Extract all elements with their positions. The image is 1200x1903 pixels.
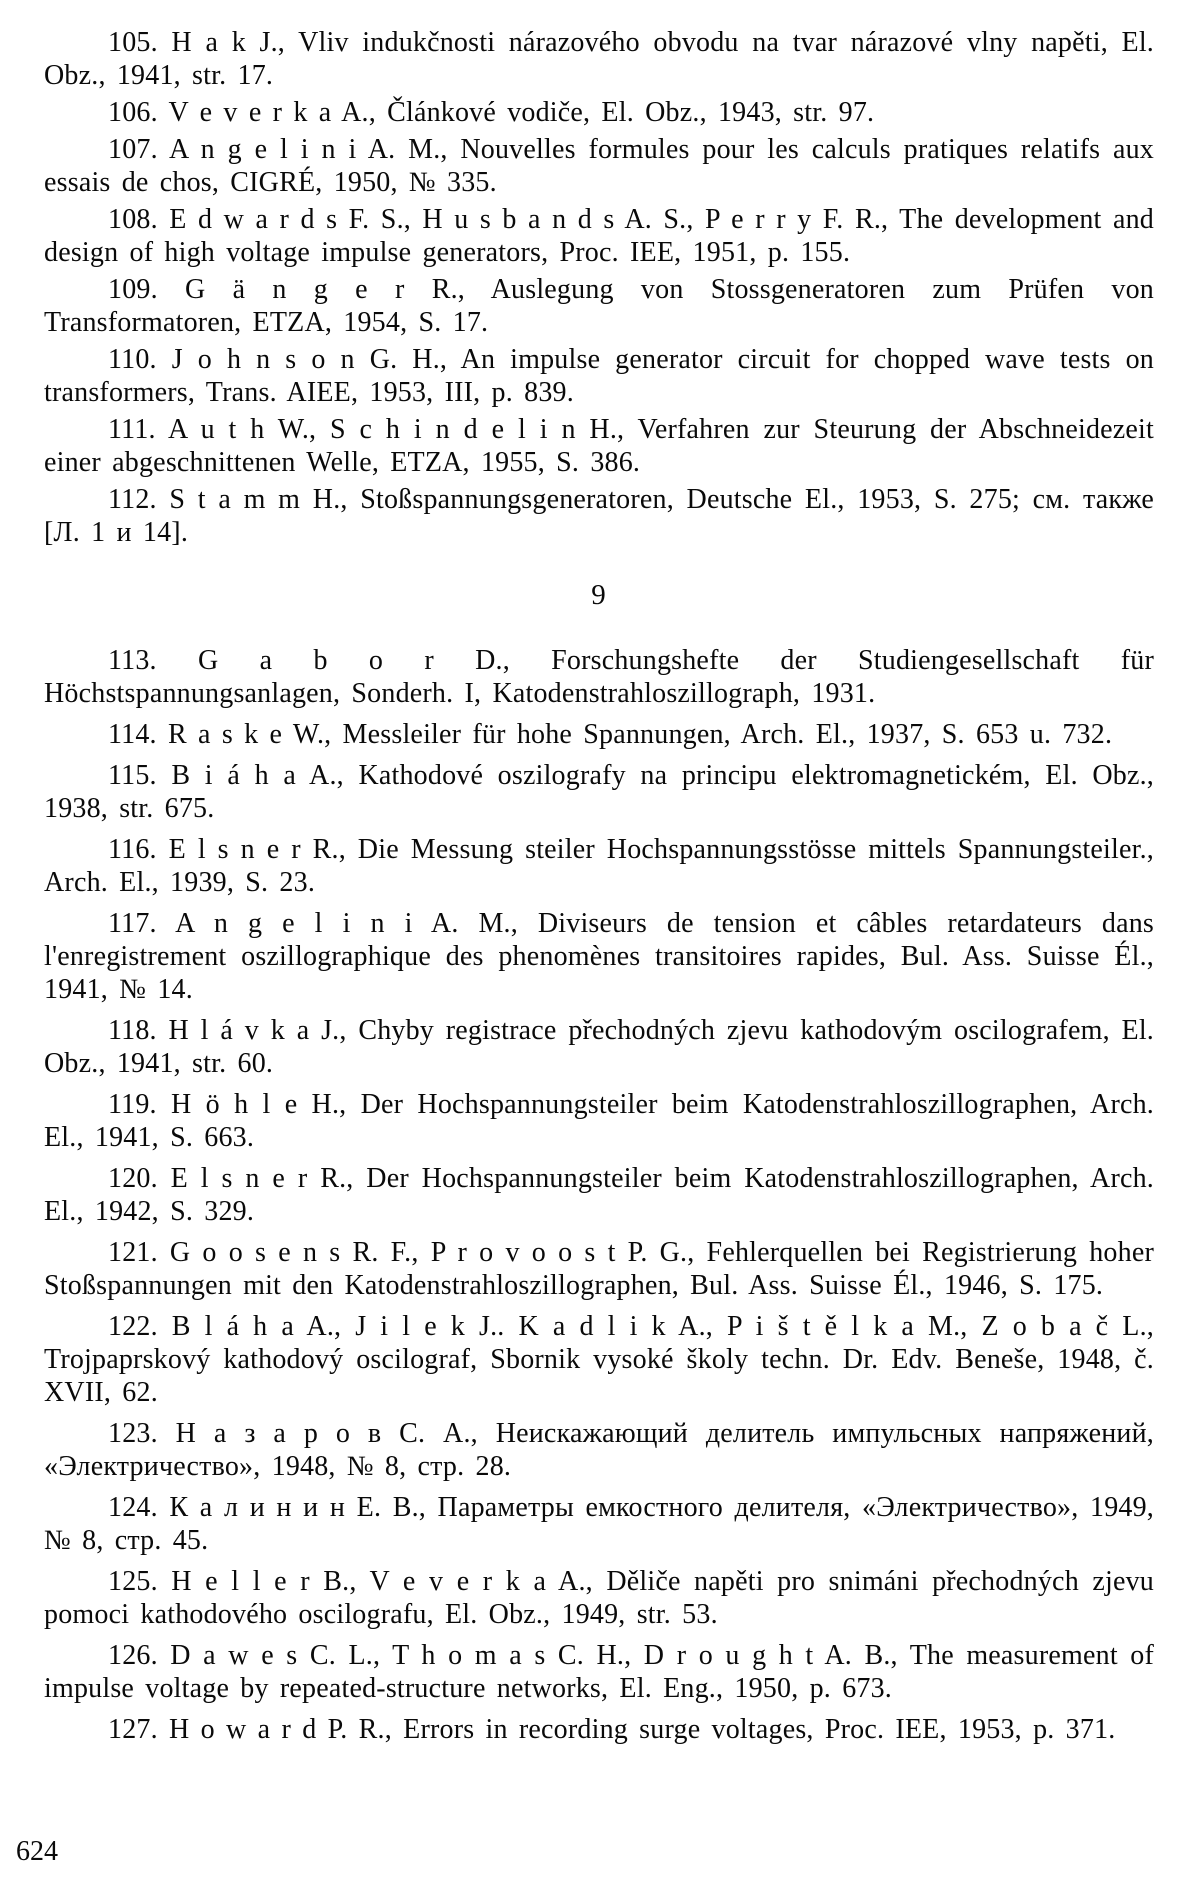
bib-entry-127: 127. H o w a r d P. R., Errors in recording surge voltages, Proc. IEE, 1953, p. 371. (108, 1714, 1116, 1745)
bib-entry-107: 107. A n g e l i n i A. M., Nouvelles formules pour les calculs pratiques relatifs aux essais de chos, CIGRÉ, 1950, № 335. (44, 134, 1154, 198)
bib-entry-120: 120. E l s n e r R., Der Hochspannungsteiler beim Katodenstrahloszillographen, Arch. El., 1942, S. 329. (44, 1163, 1154, 1227)
bib-entry-119: 119. H ö h l e H., Der Hochspannungsteiler beim Katodenstrahloszillographen, Arch. El., 1941, S. 663. (44, 1089, 1154, 1153)
bib-entry-111: 111. A u t h W., S c h i n d e l i n H., Verfahren zur Steurung der Abschneidezeit einer abgeschnittenen Welle, ETZA, 1955, S. 386. (44, 414, 1154, 478)
bib-entry-126: 126. D a w e s C. L., T h o m a s C. H., D r o u g h t A. B., The measurement of impulse voltage by repeated-structure networks, El. Eng., 1950, p. 673. (44, 1640, 1154, 1704)
bib-entry-118: 118. H l á v k a J., Chyby registrace přechodných zjevu kathodovým oscilografem, El. Obz., 1941, str. 60. (44, 1015, 1154, 1079)
bib-entry-108: 108. E d w a r d s F. S., H u s b a n d s A. S., P e r r y F. R., The development and design of high voltage impulse generators, Proc. IEE, 1951, p. 155. (44, 204, 1154, 268)
bib-entry-109: 109. G ä n g e r R., Auslegung von Stossgeneratoren zum Prüfen von Transformatoren, ETZA, 1954, S. 17. (44, 274, 1154, 338)
page-number: 624 (16, 1836, 58, 1867)
bib-entry-117: 117. A n g e l i n i A. M., Diviseurs de tension et câbles retardateurs dans l'enregistrement oszillographique des phenomènes transitoires rapides, Bul. Ass. Suisse Él., 1941, № 14. (44, 908, 1154, 1005)
bib-entry-112: 112. S t a m m H., Stoßspannungsgeneratoren, Deutsche El., 1953, S. 275; см. также [Л. 1 и 14]. (44, 484, 1154, 548)
bib-entry-105: 105. H a k J., Vliv indukčnosti nárazového obvodu na tvar nárazové vlny napěti, El. Obz., 1941, str. 17. (44, 27, 1154, 91)
bib-entry-106: 106. V e v e r k a A., Článkové vodiče, El. Obz., 1943, str. 97. (108, 97, 875, 128)
bib-entry-121: 121. G o o s e n s R. F., P r o v o o s t P. G., Fehlerquellen bei Registrierung hoher Stoßspannungen mit den Katodenstrahloszillographen, Bul. Ass. Suisse Él., 1946, S. 175. (44, 1237, 1154, 1301)
section-heading: 9 (591, 579, 607, 611)
bib-entry-116: 116. E l s n e r R., Die Messung steiler Hochspannungsstösse mittels Spannungsteiler., Arch. El., 1939, S. 23. (44, 834, 1154, 898)
bibliography-section-2 (44, 644, 1154, 1746)
bib-entry-110: 110. J o h n s o n G. H., An impulse generator circuit for chopped wave tests on transformers, Trans. AIEE, 1953, III, p. 839. (44, 344, 1154, 408)
bib-entry-122: 122. B l á h a A., J i l e k J.. K a d l i k A., P i š t ě l k a M., Z o b a č L., Trojpaprskový kathodový oscilograf, Sbornik vysoké školy techn. Dr. Edv. Beneše, 1948, č. XVII, 62. (44, 1311, 1154, 1408)
bib-entry-115: 115. B i á h a A., Kathodové oszilografy na principu elektromagnetickém, El. Obz., 1938, str. 675. (44, 760, 1154, 824)
bib-entry-125: 125. H e l l e r B., V e v e r k a A., Děliče napěti pro snimáni přechodných zjevu pomoci kathodového oscilografu, El. Obz., 1949, str. 53. (44, 1566, 1154, 1630)
bib-entry-113: 113. G a b o r D., Forschungshefte der Studiengesellschaft für Höchstspannungsanlagen, Sonderh. I, Katodenstrahloszillograph, 1931. (44, 645, 1154, 709)
bib-entry-124: 124. К а л и н и н Е. В., Параметры емкостного делителя, «Электричество», 1949, № 8, стр. 45. (44, 1492, 1154, 1556)
bibliography-section-1 (44, 26, 1154, 549)
bib-entry-114: 114. R a s k e W., Messleiler für hohe Spannungen, Arch. El., 1937, S. 653 u. 732. (108, 719, 1113, 750)
bib-entry-123: 123. Н а з а р о в С. А., Неискажающий делитель импульсных напряжений, «Электричество», 1948, № 8, стр. 28. (44, 1418, 1154, 1482)
